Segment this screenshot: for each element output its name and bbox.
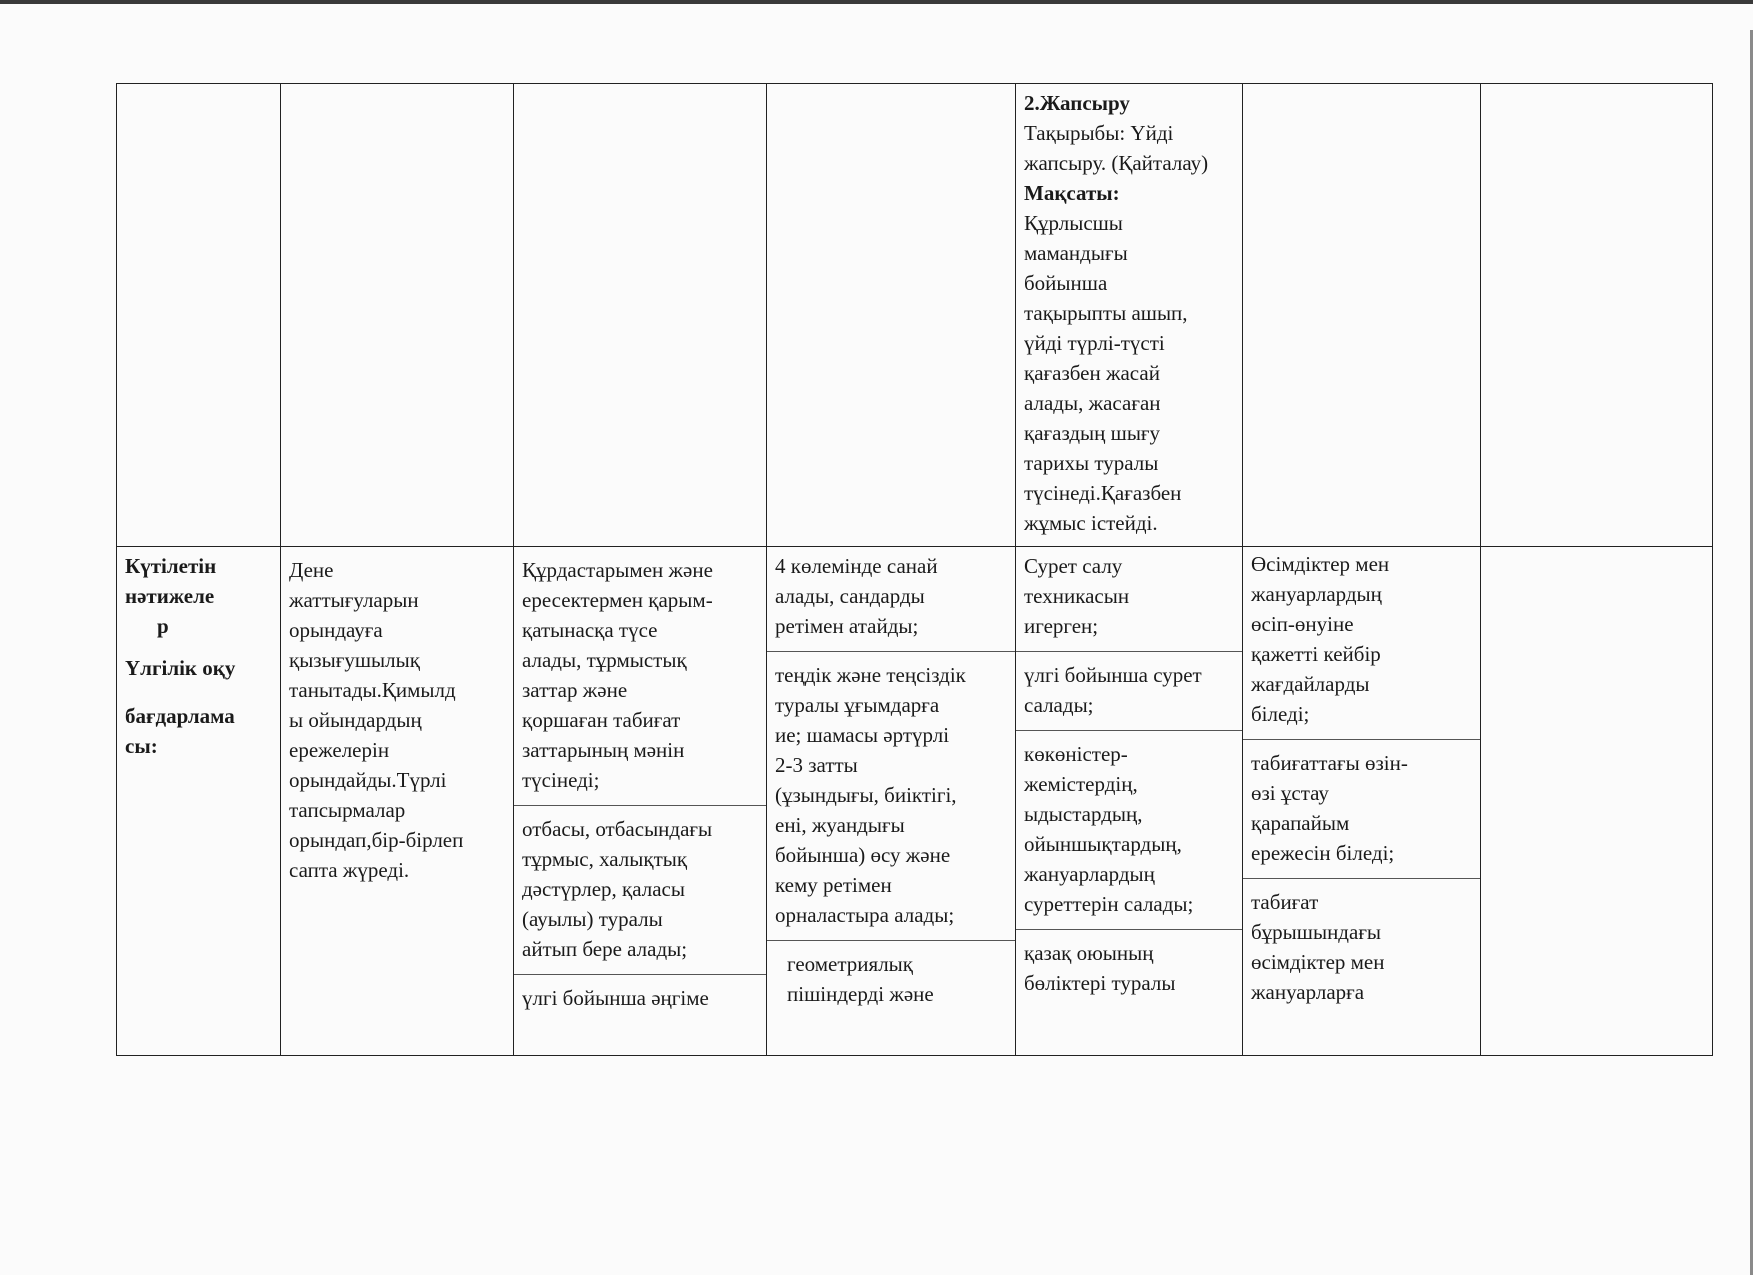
goal-label: Мақсаты: [1024, 181, 1120, 205]
result-line: өзі ұстау [1251, 781, 1329, 805]
result-line: 4 көлемінде санай [775, 554, 938, 578]
goal-line: қағаздың шығу [1024, 421, 1161, 445]
result-line: жағдайларды [1251, 672, 1370, 696]
result-line: табиғаттағы өзін- [1251, 751, 1408, 775]
empty-cell [1481, 547, 1713, 1056]
list-item [1024, 938, 1234, 998]
goal-line: тақырыпты ашып, [1024, 301, 1188, 325]
result-line: ені, жуандығы [775, 813, 905, 837]
result-line: бұрышындағы [1251, 920, 1382, 944]
result-line: тапсырмалар [289, 798, 406, 822]
result-line: қазақ оюының [1024, 941, 1154, 965]
list-item [775, 660, 1007, 930]
result-line: біледі; [1251, 702, 1310, 726]
result-line: бөліктері туралы [1024, 971, 1176, 995]
table-row-top [117, 84, 1713, 547]
result-line: қарапайым [1251, 811, 1350, 835]
result-line: ересектермен қарым- [522, 588, 713, 612]
result-line: салады; [1024, 693, 1094, 717]
item-divider [1243, 878, 1480, 879]
result-line: игерген; [1024, 614, 1099, 638]
header-line: сы: [125, 734, 158, 758]
result-line: жаттығуларын [289, 588, 419, 612]
lesson-title: 2.Жапсыру [1024, 91, 1130, 115]
lesson-topic-line: жапсыру. (Қайталау) [1024, 151, 1209, 175]
result-line: орындайды.Түрлі [289, 768, 447, 792]
art-results-cell [1016, 547, 1243, 1056]
result-line: Құрдастарымен және [522, 558, 713, 582]
result-line: заттар және [522, 678, 628, 702]
result-line: ыдыстардың, [1024, 802, 1143, 826]
result-line: ие; шамасы әртүрлі [775, 723, 950, 747]
curriculum-table [116, 83, 1713, 1056]
result-line: қызығушылық [289, 648, 420, 672]
result-line: табиғат [1251, 890, 1319, 914]
item-divider [514, 805, 766, 806]
result-line: айтып бере алады; [522, 937, 688, 961]
result-line: тұрмыс, халықтық [522, 847, 688, 871]
item-divider [1016, 929, 1242, 930]
goal-line: мамандығы [1024, 241, 1128, 265]
result-line: жануарларға [1251, 980, 1365, 1004]
result-line: жануарлардың [1251, 582, 1382, 606]
result-line: (ауылы) туралы [522, 907, 663, 931]
item-divider [514, 974, 766, 975]
item-divider [767, 651, 1015, 652]
item-divider [1243, 739, 1480, 740]
empty-cell [767, 84, 1016, 547]
result-line: үлгі бойынша әңгіме [522, 986, 709, 1010]
result-line: Дене [289, 558, 334, 582]
result-line: жемістердің, [1024, 772, 1138, 796]
applique-lesson-cell [1016, 84, 1243, 547]
goal-line: бойынша [1024, 271, 1108, 295]
list-item [1024, 739, 1234, 919]
result-line: орналастыра алады; [775, 903, 955, 927]
result-line: орындап,бір-бірлеп [289, 828, 464, 852]
goal-line: тарихы туралы [1024, 451, 1159, 475]
lesson-topic-line: Тақырыбы: Үйді [1024, 121, 1174, 145]
result-line: 2-3 затты [775, 753, 858, 777]
result-line: отбасы, отбасындағы [522, 817, 713, 841]
header-line: Үлгілік оқу [125, 656, 236, 680]
expected-results-header [117, 547, 281, 1056]
list-item [522, 555, 758, 795]
list-item [1251, 887, 1472, 1007]
result-line: ойыншықтардың, [1024, 832, 1182, 856]
result-line: ы ойындардың [289, 708, 422, 732]
goal-line: Құрлысшы [1024, 211, 1123, 235]
result-line: өсіп-өнуіне [1251, 612, 1354, 636]
result-line: (ұзындығы, биіктігі, [775, 783, 957, 807]
result-line: туралы ұғымдарға [775, 693, 940, 717]
header-line: р [157, 614, 169, 638]
result-line: қатынасқа түсе [522, 618, 658, 642]
list-item [775, 551, 1007, 641]
result-line: жануарлардың [1024, 862, 1155, 886]
item-divider [1016, 730, 1242, 731]
goal-line: қағазбен жасай [1024, 361, 1160, 385]
result-line: кему ретімен [775, 873, 892, 897]
empty-cell [514, 84, 767, 547]
header-line: нәтижеле [125, 584, 215, 608]
result-line: дәстүрлер, қаласы [522, 877, 685, 901]
result-line: үлгі бойынша сурет [1024, 663, 1202, 687]
goal-line: жұмыс істейді. [1024, 511, 1158, 535]
list-item [1251, 549, 1472, 729]
result-line: түсінеді; [522, 768, 600, 792]
empty-cell [1481, 84, 1713, 547]
result-line: сапта жүреді. [289, 858, 410, 882]
list-item [522, 814, 758, 964]
item-divider [767, 940, 1015, 941]
result-line: танытады.Қимылд [289, 678, 456, 702]
result-line: геометриялық [787, 952, 913, 976]
header-line: бағдарлама [125, 704, 235, 728]
result-line: алады, тұрмыстық [522, 648, 687, 672]
result-line: өсімдіктер мен [1251, 950, 1385, 974]
result-line: Өсімдіктер мен [1251, 552, 1390, 576]
math-results-cell [767, 547, 1016, 1056]
goal-line: алады, жасаған [1024, 391, 1161, 415]
list-item [1024, 660, 1234, 720]
result-line: суреттерін салады; [1024, 892, 1194, 916]
list-item [775, 949, 1007, 1009]
result-line: бойынша) өсу және [775, 843, 951, 867]
goal-line: үйді түрлі-түсті [1024, 331, 1165, 355]
item-divider [1016, 651, 1242, 652]
result-line: алады, сандарды [775, 584, 925, 608]
result-line: заттарының мәнін [522, 738, 685, 762]
empty-cell [1243, 84, 1481, 547]
header-line: Күтілетін [125, 554, 217, 578]
result-line: ережесін біледі; [1251, 841, 1395, 865]
table-row-expected-results [117, 547, 1713, 1056]
list-item [522, 983, 758, 1013]
empty-cell [281, 84, 514, 547]
result-line: қажетті кейбір [1251, 642, 1381, 666]
result-line: қоршаған табиғат [522, 708, 681, 732]
result-line: теңдік және теңсіздік [775, 663, 966, 687]
communication-results-cell [514, 547, 767, 1056]
list-item [1251, 748, 1472, 868]
result-line: ережелерін [289, 738, 390, 762]
empty-cell [117, 84, 281, 547]
goal-line: түсінеді.Қағазбен [1024, 481, 1182, 505]
list-item [1024, 551, 1234, 641]
result-line: Сурет салу [1024, 554, 1123, 578]
nature-results-cell [1243, 547, 1481, 1056]
result-line: пішіндерді және [787, 982, 934, 1006]
result-line: көкөністер- [1024, 742, 1128, 766]
result-line: ретімен атайды; [775, 614, 919, 638]
scan-edge-top [0, 0, 1753, 4]
physical-results-cell [281, 547, 514, 1056]
result-line: техникасын [1024, 584, 1130, 608]
result-line: орындауға [289, 618, 383, 642]
